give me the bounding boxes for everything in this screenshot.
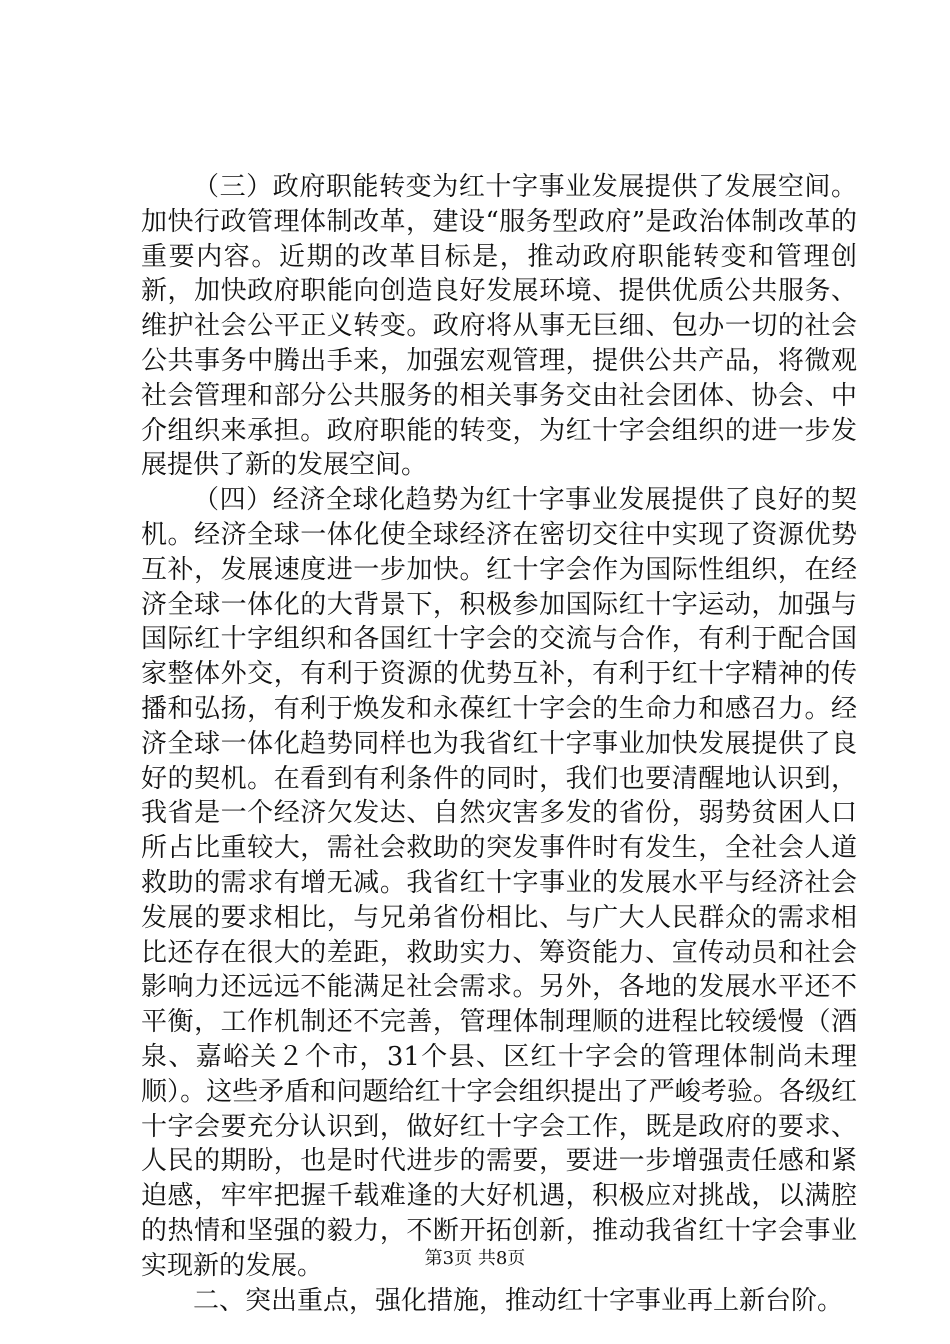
page-number-footer: 第3页 共8页 [424, 1248, 526, 1269]
document-body [141, 170, 857, 1318]
paragraph-heading-part-2: 二、突出重点，强化措施，推动红十字事业再上新台阶。 [193, 1285, 844, 1316]
paragraph-section-3: （三）政府职能转变为红十字事业发展提供了发展空间。加快行政管理体制改革，建设“服务型政府”是政治体制改革的重要内容。近期的改革目标是，推动政府职能转变和管理创新，加快政府职能向创造良好发展环境、提供优质公共服务、维护社会公平正义转变。政府将从事无巨细、包办一切的社会公共事务中腾出手来，加强宏观管理，提供公共产品，将微观社会管理和部分公共服务的相关事务交由社会团体、协会、中介组织来承担。政府职能的转变，为红十字会组织的进一步发展提供了新的发展空间。 [141, 172, 857, 481]
paragraph-section-4: （四）经济全球化趋势为红十字事业发展提供了良好的契机。经济全球一体化使全球经济在密切交往中实现了资源优势互补，发展速度进一步加快。红十字会作为国际性组织，在经济全球一体化的大背景下，积极参加国际红十字运动，加强与国际红十字组织和各国红十字会的交流与合作，有利于配合国家整体外交，有利于资源的优势互补，有利于红十字精神的传播和弘扬，有利于焕发和永葆红十字会的生命力和感召力。经济全球一体化趋势同样也为我省红十字事业加快发展提供了良好的契机。在看到有利条件的同时，我们也要清醒地认识到，我省是一个经济欠发达、自然灾害多发的省份，弱势贫困人口所占比重较大，需社会救助的突发事件时有发生，全社会人道救助的需求有增无减。我省红十字事业的发展水平与经济社会发展的要求相比，与兄弟省份相比、与广大人民群众的需求相比还存在很大的差距，救助实力、筹资能力、宣传动员和社会影响力还远远不能满足社会需求。另外，各地的发展水平还不平衡，工作机制还不完善，管理体制理顺的进程比较缓慢（酒泉、嘉峪关２个市，31个县、区红十字会的管理体制尚未理顺）。这些矛盾和问题给红十字会组织提出了严峻考验。各级红十字会要充分认识到，做好红十字会工作，既是政府的要求、人民的期盼，也是时代进步的需要，要进一步增强责任感和紧迫感，牢牢把握千载难逢的大好机遇，积极应对挑战，以满腔的热情和坚强的毅力，不断开拓创新，推动我省红十字会事业实现新的发展。 [141, 485, 857, 1281]
